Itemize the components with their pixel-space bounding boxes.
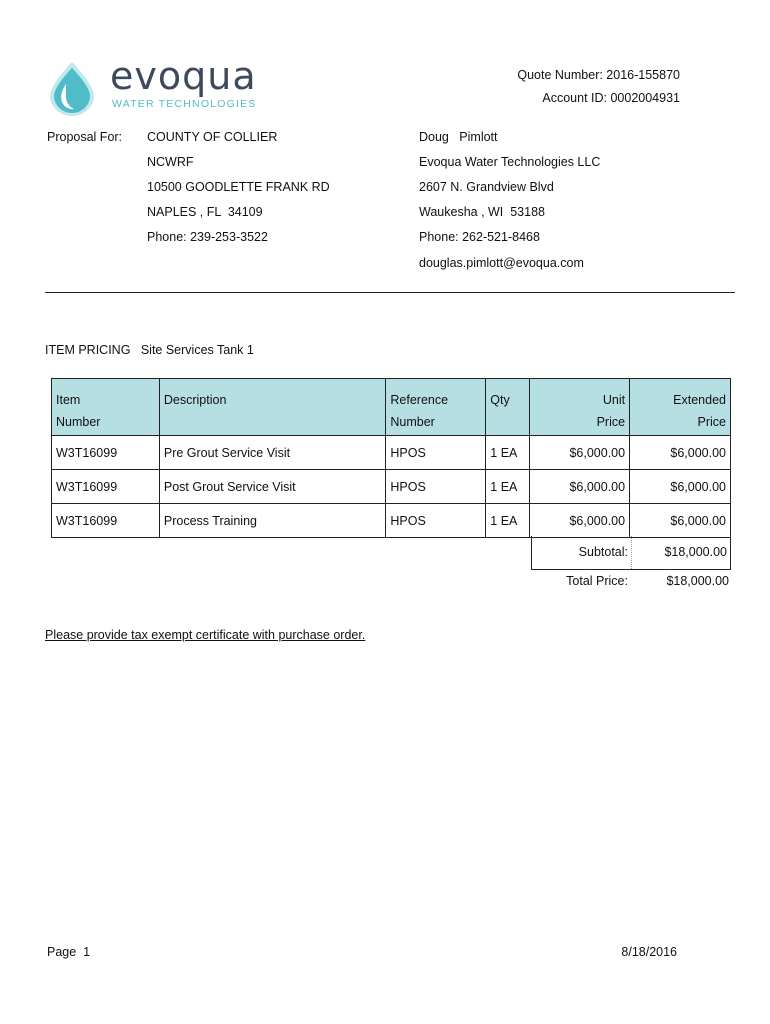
customer-name: COUNTY OF COLLIER: [147, 130, 278, 144]
cell-reference: HPOS: [386, 504, 486, 538]
logo-wordmark: evoqua: [110, 54, 257, 98]
col-qty: [486, 379, 530, 436]
cell-reference: HPOS: [386, 470, 486, 504]
tax-exempt-note: Please provide tax exempt certificate with purchase order.: [45, 628, 366, 642]
subtotal-value: $18,000.00: [664, 545, 727, 559]
vendor-city: Waukesha , WI 53188: [419, 205, 545, 219]
cell-unit-price: $6,000.00: [530, 504, 630, 538]
header-reference-line2: Number: [390, 415, 435, 429]
cell-description: Process Training: [159, 504, 386, 538]
subtotal-divider: [631, 536, 632, 569]
account-id: Account ID: 0002004931: [542, 91, 680, 105]
table-row: [52, 436, 731, 470]
header-description: Description: [163, 393, 227, 407]
cell-extended-price: $6,000.00: [630, 470, 731, 504]
cell-item: W3T16099: [52, 504, 160, 538]
cell-item: W3T16099: [52, 436, 160, 470]
logo-subtitle: WATER TECHNOLOGIES: [112, 98, 257, 110]
section-title: ITEM PRICING Site Services Tank 1: [45, 343, 254, 357]
proposal-label: Proposal For:: [47, 130, 123, 144]
quote-number: Quote Number: 2016-155870: [517, 68, 680, 82]
header-item-line1: Item: [56, 393, 81, 407]
vendor-contact: Doug Pimlott: [419, 130, 498, 144]
subtotal-box: [531, 536, 731, 570]
col-description: [159, 379, 386, 436]
subtotal-label: Subtotal:: [578, 545, 628, 559]
table-header-row: [52, 379, 731, 436]
cell-qty: 1 EA: [486, 436, 530, 470]
cell-item: W3T16099: [52, 470, 160, 504]
total-price-label: Total Price:: [566, 574, 628, 588]
cell-description: Post Grout Service Visit: [159, 470, 386, 504]
cell-reference: HPOS: [386, 436, 486, 470]
water-drop-icon: [44, 60, 100, 116]
vendor-phone: Phone: 262-521-8468: [419, 230, 540, 244]
header-reference-line1: Reference: [390, 393, 449, 407]
item-pricing-table: [51, 378, 731, 538]
header-extended-line2: Price: [697, 415, 726, 429]
col-reference-number: [386, 379, 486, 436]
total-price-value: $18,000.00: [666, 574, 729, 588]
customer-city: NAPLES , FL 34109: [147, 205, 263, 219]
col-extended-price: [630, 379, 731, 436]
customer-street: 10500 GOODLETTE FRANK RD: [147, 180, 330, 194]
cell-qty: 1 EA: [486, 504, 530, 538]
header-divider: [45, 292, 735, 293]
header-qty: Qty: [490, 393, 510, 407]
customer-phone: Phone: 239-253-3522: [147, 230, 268, 244]
table-row: [52, 470, 731, 504]
vendor-street: 2607 N. Grandview Blvd: [419, 180, 554, 194]
header-item-line2: Number: [56, 415, 101, 429]
cell-extended-price: $6,000.00: [630, 436, 731, 470]
col-item-number: [52, 379, 160, 436]
cell-description: Pre Grout Service Visit: [159, 436, 386, 470]
vendor-email[interactable]: douglas.pimlott@evoqua.com: [419, 256, 584, 270]
cell-unit-price: $6,000.00: [530, 470, 630, 504]
header-extended-line1: Extended: [673, 393, 726, 407]
document-date: 8/18/2016: [621, 945, 677, 959]
company-logo: [44, 54, 257, 118]
header-unit-line2: Price: [596, 415, 626, 429]
vendor-company: Evoqua Water Technologies LLC: [419, 155, 601, 169]
page-number: Page 1: [47, 945, 91, 959]
header-unit-line1: Unit: [602, 393, 626, 407]
table-row: [52, 504, 731, 538]
cell-unit-price: $6,000.00: [530, 436, 630, 470]
cell-extended-price: $6,000.00: [630, 504, 731, 538]
col-unit-price: [530, 379, 630, 436]
customer-site: NCWRF: [147, 155, 194, 169]
cell-qty: 1 EA: [486, 470, 530, 504]
